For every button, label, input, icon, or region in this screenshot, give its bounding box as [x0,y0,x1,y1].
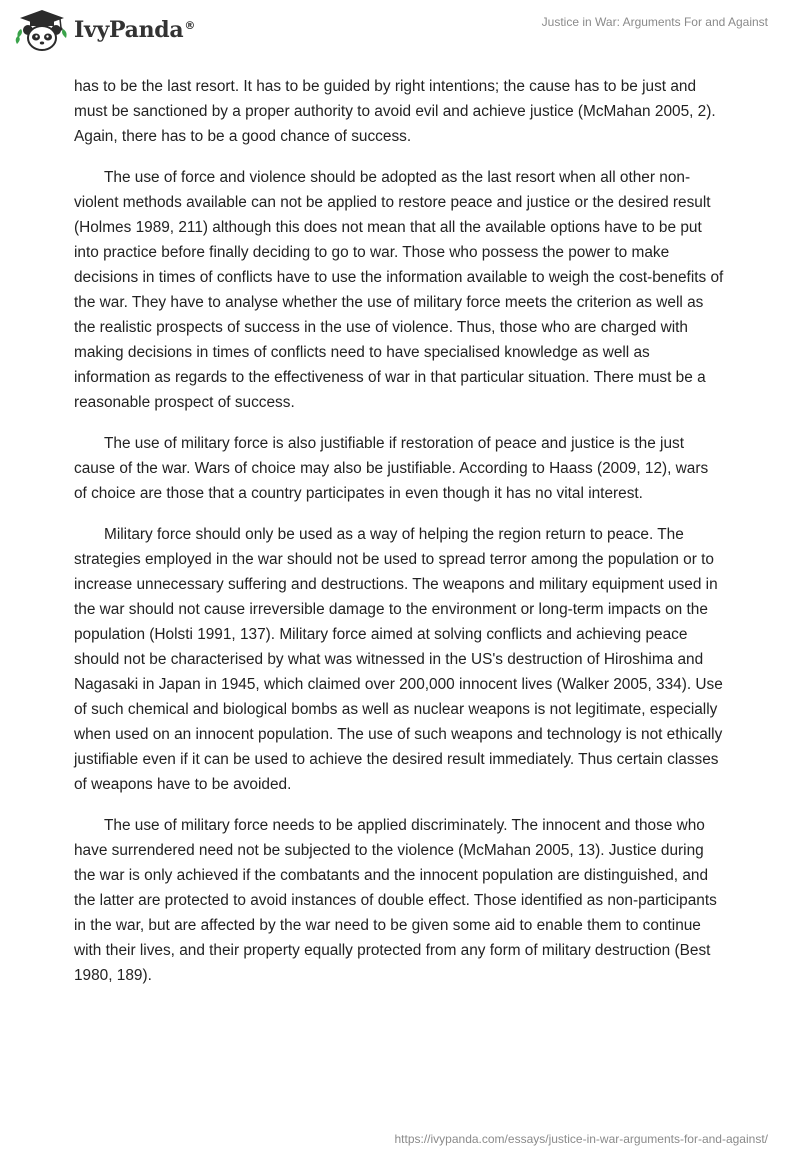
paragraph: The use of military force needs to be applied discriminately. The innocent and those who have surrendered need not be subjected to the violence (McMahan 2005, 13). Justice during the war is only achieved if the combatants and the innocent population are distinguished, and the latter are protected to avoid instances of double effect. Those identified as non-participants in the war, but are affected by the war need to be given some aid to enable them to continue with their lives, and their property equally protected from any form of military destruction (Best 1980, 189). [74,817,717,984]
page-header [0,0,800,72]
registered-mark: ® [184,18,196,32]
ivypanda-logo[interactable] [14,10,195,50]
document-title: Justice in War: Arguments For and Against [541,15,768,29]
paragraph: The use of force and violence should be adopted as the last resort when all other non-violent methods available can not be applied to restore peace and justice or the desired result (Holmes 1989, 211) although this does not mean that all the available options have to be put into practice before finally deciding to go to war. Those who possess the power to make decisions in times of conflicts have to use the information available to weigh the cost-benefits of the war. They have to analyse whether the use of military force meets the criterion as well as the realistic prospects of success in the use of violence. Thus, those who are charged with making decisions in times of conflicts need to have specialised knowledge as well as information as regards to the effectiveness of war in that particular situation. There must be a reasonable prospect of success. [74,169,724,411]
brand-name: IvyPanda® [74,17,196,43]
paragraph: The use of military force is also justifiable if restoration of peace and justice is the just cause of the war. Wars of choice may also be justifiable. According to Haass (2009, 12), wars of choice are those that a country participates in even though it has no vital interest. [74,435,709,502]
panda-graduation-cap-icon [14,8,70,52]
source-url[interactable]: https://ivypanda.com/essays/justice-in-war-arguments-for-and-against/ [394,1132,768,1146]
paragraph: Military force should only be used as a way of helping the region return to peace. The strategies employed in the war should not be used to spread terror among the population or to increase unnecessary suffering and destructions. The weapons and military equipment used in the war should not cause irreversible damage to the environment or long-term impacts on the population (Holsti 1991, 137). Military force aimed at solving conflicts and achieving peace should not be characterised by what was witnessed in the US's destruction of Hiroshima and Nagasaki in Japan in 1945, which claimed over 200,000 innocent lives (Walker 2005, 334). Use of such chemical and biological bombs as well as nuclear weapons is not legitimate, especially when used on an innocent population. The use of such weapons and technology is not ethically justifiable even if it can be used to achieve the desired result immediately. Thus certain classes of weapons have to be avoided. [74,526,723,793]
paragraph: has to be the last resort. It has to be guided by right intentions; the cause has to be just and must be sanctioned by a proper authority to avoid evil and achieve justice (McMahan 2005, 2). Again, there has to be a good chance of success. [74,78,716,145]
article-body [74,74,724,1004]
